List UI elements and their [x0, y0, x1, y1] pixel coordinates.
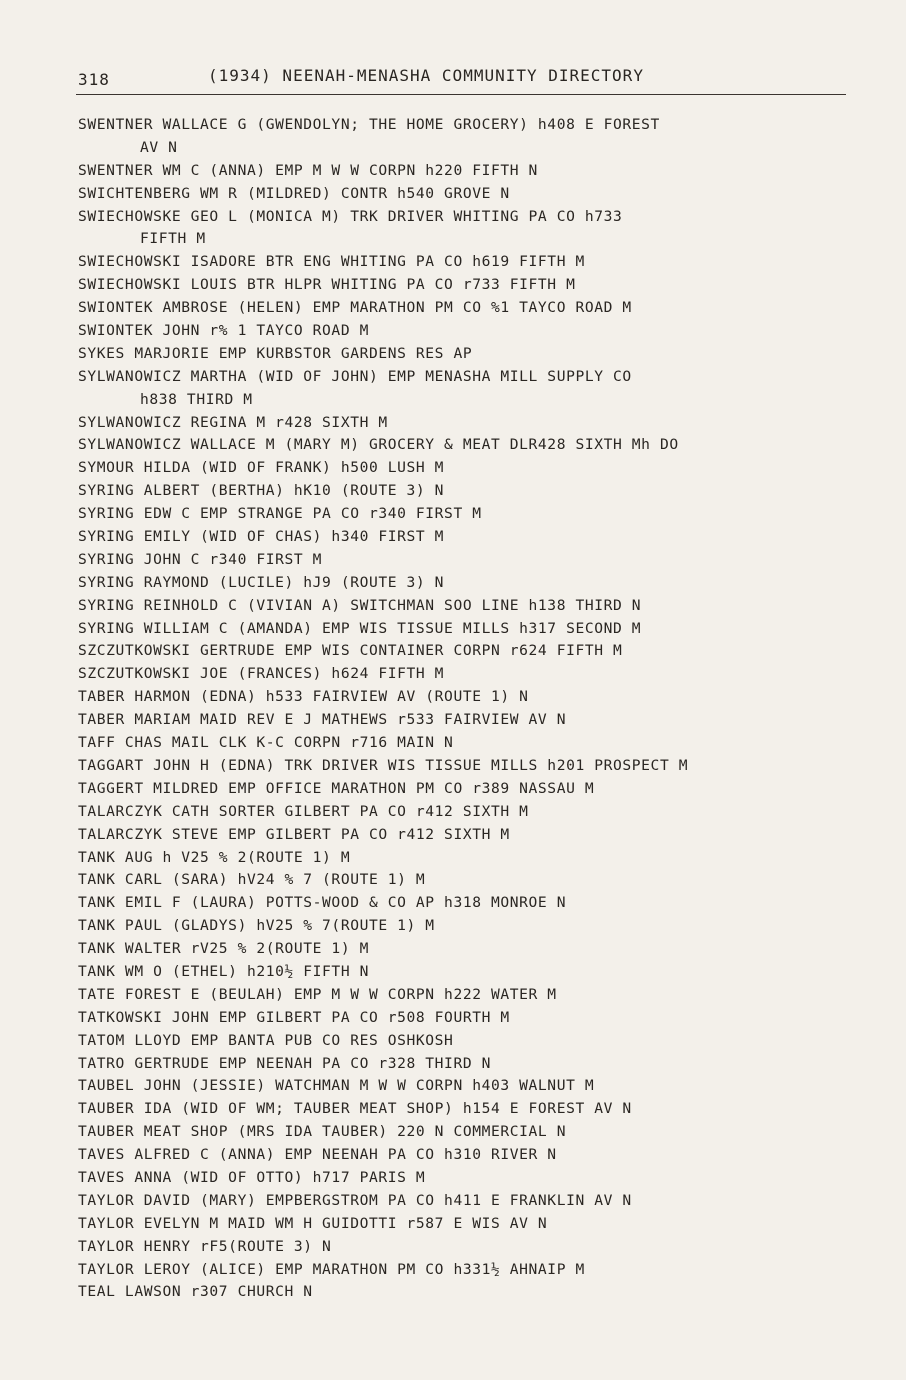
entry-line: TAGGERT MILDRED EMP OFFICE MARATHON PM CO r389 NASSAU M: [78, 779, 595, 797]
entry-line: TANK CARL (SARA) hV24 % 7 (ROUTE 1) M: [78, 871, 426, 889]
entry-line: SWICHTENBERG WM R (MILDRED) CONTR h540 GROVE N: [78, 184, 510, 202]
entry-line: SWIECHOWSKI LOUIS BTR HLPR WHITING PA CO r733 FIFTH M: [78, 276, 576, 294]
entry-line: TEAL LAWSON r307 CHURCH N: [78, 1283, 313, 1301]
entry-line: TANK WM O (ETHEL) h210½ FIFTH N: [78, 962, 369, 980]
entry-line: SZCZUTKOWSKI JOE (FRANCES) h624 FIFTH M: [78, 665, 445, 683]
entry-line: TAYLOR EVELYN M MAID WM H GUIDOTTI r587 E WIS AV N: [78, 1214, 548, 1232]
entry-line: TAYLOR LEROY (ALICE) EMP MARATHON PM CO h331½ AHNAIP M: [78, 1260, 585, 1278]
directory-entries: [78, 114, 898, 1304]
entry-line: SYRING REINHOLD C (VIVIAN A) SWITCHMAN SOO LINE h138 THIRD N: [78, 596, 642, 614]
entry-line: SYKES MARJORIE EMP KURBSTOR GARDENS RES AP: [78, 344, 473, 362]
entry-line: TATKOWSKI JOHN EMP GILBERT PA CO r508 FOURTH M: [78, 1008, 510, 1026]
entry-line: TABER HARMON (EDNA) h533 FAIRVIEW AV (ROUTE 1) N: [78, 688, 529, 706]
entry-line: SYLWANOWICZ WALLACE M (MARY M) GROCERY & MEAT DLR428 SIXTH Mh DO: [78, 436, 679, 454]
entry-line: TATRO GERTRUDE EMP NEENAH PA CO r328 THIRD N: [78, 1054, 491, 1072]
entry-line: SWIECHOWSKE GEO L (MONICA M) TRK DRIVER WHITING PA CO h733: [78, 207, 623, 225]
entry-line: TAGGART JOHN H (EDNA) TRK DRIVER WIS TISSUE MILLS h201 PROSPECT M: [78, 756, 689, 774]
entry-line: SWIONTEK AMBROSE (HELEN) EMP MARATHON PM CO %1 TAYCO ROAD M: [78, 299, 632, 317]
page-title: (1934) NEENAH-MENASHA COMMUNITY DIRECTORY: [208, 66, 644, 85]
entry-line: TABER MARIAM MAID REV E J MATHEWS r533 FAIRVIEW AV N: [78, 711, 567, 729]
entry-line: SYRING JOHN C r340 FIRST M: [78, 550, 323, 568]
entry-continuation: FIFTH M: [140, 230, 206, 248]
entry-line: TALARCZYK CATH SORTER GILBERT PA CO r412 SIXTH M: [78, 802, 529, 820]
entry-line: TAVES ALFRED C (ANNA) EMP NEENAH PA CO h310 RIVER N: [78, 1146, 557, 1164]
entry-line: TAUBEL JOHN (JESSIE) WATCHMAN M W W CORPN h403 WALNUT M: [78, 1077, 595, 1095]
entry-line: SWENTNER WM C (ANNA) EMP M W W CORPN h220 FIFTH N: [78, 161, 538, 179]
entry-line: TATE FOREST E (BEULAH) EMP M W W CORPN h222 WATER M: [78, 985, 557, 1003]
entry-line: SYLWANOWICZ MARTHA (WID OF JOHN) EMP MENASHA MILL SUPPLY CO: [78, 367, 632, 385]
entry-line: SYRING ALBERT (BERTHA) hK10 (ROUTE 3) N: [78, 482, 445, 500]
entry-continuation: AV N: [140, 138, 178, 156]
header-rule: [76, 94, 846, 95]
entry-line: TAUBER MEAT SHOP (MRS IDA TAUBER) 220 N COMMERCIAL N: [78, 1123, 567, 1141]
entry-line: SWIECHOWSKI ISADORE BTR ENG WHITING PA CO h619 FIFTH M: [78, 253, 585, 271]
entry-line: TALARCZYK STEVE EMP GILBERT PA CO r412 SIXTH M: [78, 825, 510, 843]
entry-continuation: h838 THIRD M: [140, 390, 253, 408]
page-header: [78, 66, 846, 92]
entry-line: TAYLOR HENRY rF5(ROUTE 3) N: [78, 1237, 332, 1255]
entry-line: SYRING EMILY (WID OF CHAS) h340 FIRST M: [78, 528, 445, 546]
entry-line: TANK WALTER rV25 % 2(ROUTE 1) M: [78, 940, 369, 958]
entry-line: TANK EMIL F (LAURA) POTTS-WOOD & CO AP h318 MONROE N: [78, 894, 567, 912]
page-number: 318: [78, 70, 110, 89]
entry-line: SYRING EDW C EMP STRANGE PA CO r340 FIRST M: [78, 505, 482, 523]
entry-line: TAFF CHAS MAIL CLK K-C CORPN r716 MAIN N: [78, 734, 454, 752]
entry-line: SYRING WILLIAM C (AMANDA) EMP WIS TISSUE MILLS h317 SECOND M: [78, 619, 642, 637]
entry-line: SWIONTEK JOHN r% 1 TAYCO ROAD M: [78, 322, 369, 340]
entry-line: SYLWANOWICZ REGINA M r428 SIXTH M: [78, 413, 388, 431]
entry-line: SZCZUTKOWSKI GERTRUDE EMP WIS CONTAINER CORPN r624 FIFTH M: [78, 642, 623, 660]
entry-line: SYRING RAYMOND (LUCILE) hJ9 (ROUTE 3) N: [78, 573, 445, 591]
entry-line: SYMOUR HILDA (WID OF FRANK) h500 LUSH M: [78, 459, 445, 477]
entry-line: TANK AUG h V25 % 2(ROUTE 1) M: [78, 848, 351, 866]
entry-line: TAVES ANNA (WID OF OTTO) h717 PARIS M: [78, 1168, 426, 1186]
entry-line: TAUBER IDA (WID OF WM; TAUBER MEAT SHOP) h154 E FOREST AV N: [78, 1100, 632, 1118]
entry-line: TAYLOR DAVID (MARY) EMPBERGSTROM PA CO h411 E FRANKLIN AV N: [78, 1191, 632, 1209]
entry-line: SWENTNER WALLACE G (GWENDOLYN; THE HOME GROCERY) h408 E FOREST: [78, 116, 660, 133]
entry-line: TATOM LLOYD EMP BANTA PUB CO RES OSHKOSH: [78, 1031, 454, 1049]
entry-line: TANK PAUL (GLADYS) hV25 % 7(ROUTE 1) M: [78, 917, 435, 935]
